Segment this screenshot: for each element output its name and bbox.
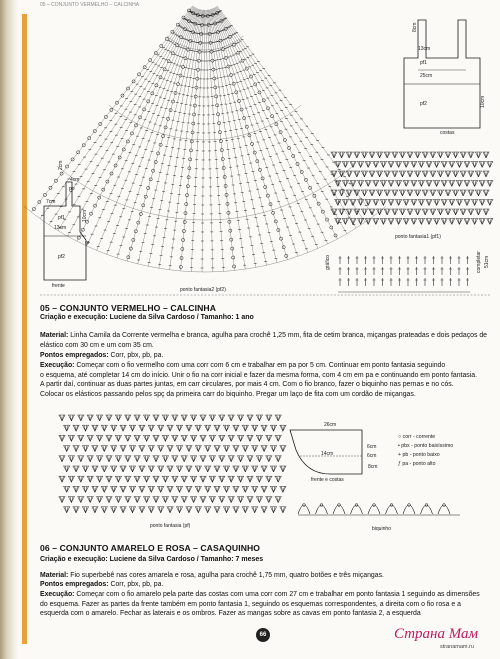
section1-pontos <box>40 351 163 361</box>
section2-execucao <box>40 590 495 619</box>
legend-text-4: pa - ponto alto <box>402 461 436 467</box>
fc-m6b: 6cm <box>367 453 377 459</box>
section1-pontos-label: Pontos empregados: <box>40 352 109 359</box>
section2-exec-line-3: esquerda com o amarelo. Fechar as laterais e os ombros. Fazer as mangas sobre as cavas em ponto fantasia 2, a esquerda <box>40 610 421 618</box>
frente-m10: 10cm <box>82 209 88 222</box>
section2-exec-line-2: do esquema. Fazer as partes da frente também em ponto fantasia 1, seguindo os esquemas correspondentes, a direita com o fio rosa e a <box>40 600 461 608</box>
double-crochet-icon: ƒ <box>398 461 401 467</box>
frente-m13: 13cm <box>54 225 67 231</box>
section1-pontos-text: Corr, pbx, pb, pa. <box>110 352 164 359</box>
section1-exec-line-1 <box>40 361 500 371</box>
biquinho-label: biquinho <box>372 526 391 532</box>
costas-pf2: pf2 <box>420 101 427 107</box>
grafico-m51: 51cm <box>484 255 490 268</box>
section1-credit <box>40 314 254 321</box>
pf-caption: ponto fantasia (pf) <box>150 523 191 529</box>
section2-exec-line-1-text: Começar com o fio amarelo pela parte das costas com uma corr com 27 cm e trabalhar em ponto fantasia 1 seguindo as dimensões <box>76 591 480 598</box>
section2-credit-label: Criação e execução: <box>40 556 108 563</box>
page-number: 66 <box>256 628 270 642</box>
costas-m25: 25cm <box>420 73 433 79</box>
costas-m10: 10cm <box>480 95 486 108</box>
frente-pf1: pf1 <box>58 215 65 221</box>
fc-m6a: 6cm <box>367 444 377 450</box>
section2-credit <box>40 556 263 563</box>
completar-label: completar <box>476 251 482 273</box>
section1-material-text: Linha Camila da Corrente vermelha e branca, agulha para crochê 1,25 mm, fita de cetim branca, miçangas prateadas e dois pedaços de elástico com 30 cm e um com 35 cm. <box>40 332 488 349</box>
frente-label: frente <box>52 283 65 289</box>
biquinho-chart <box>298 504 460 515</box>
legend-text-3: pb - ponto baixo <box>402 452 440 458</box>
section1-exec-line-4: Colocar os elásticos passando pelos spç da primeira carr do biquinho. Pregar um laço de fita com um cordão de miçangas. <box>40 390 416 398</box>
frente-m2: 2cm <box>58 160 64 170</box>
section2-material-text: Fio superbebê nas cores amarela e rosa, agulha para crochê 1,75 mm, quatro botões e três miçangas. <box>70 572 384 579</box>
grafico-chart <box>338 256 470 292</box>
section2-pontos <box>40 580 163 590</box>
watermark-host: stranamam.ru <box>440 644 474 650</box>
slip-stitch-icon: • <box>398 443 400 449</box>
section1-exec-line-2: o esquema, até completar 14 cm do início. Unir o fio na corr inicial e fazer da mesma forma, com 4 cm em pa e continuando em ponto fantasia. <box>40 371 478 379</box>
frente-m4: 4cm <box>70 177 80 183</box>
fc-m8: 8cm <box>368 464 378 470</box>
costas-schematic <box>404 20 480 128</box>
legend-row-3 <box>398 452 440 458</box>
section1-material-label: Material: <box>40 332 69 339</box>
section1-execucao <box>40 361 500 399</box>
section2-material-label: Material: <box>40 572 69 579</box>
section1-title: 05 – CONJUNTO VERMELHO – CALCINHA <box>40 303 216 313</box>
pf1-caption: ponto fantasia1 (pf1) <box>395 234 441 240</box>
section1-credit-text: Luciene da Silva Cardoso / Tamanho: 1 ano <box>109 314 254 321</box>
top-header-faint: 05 – CONJUNTO VERMELHO – CALCINHA <box>40 2 140 8</box>
chain-symbol-icon: ○ <box>398 434 402 440</box>
costas-m8: 8cm <box>412 22 418 32</box>
legend-text-2: pbx - ponto baixíssimo <box>401 443 454 449</box>
fc-m14: 14cm <box>321 451 334 457</box>
section2-pontos-label: Pontos empregados: <box>40 581 109 588</box>
pf1-stitch-chart <box>331 152 494 225</box>
section2-title: 06 – CONJUNTO AMARELO E ROSA – CASAQUINHO <box>40 543 261 553</box>
costas-pf1: pf1 <box>420 60 427 66</box>
pf-stitch-chart <box>59 415 287 513</box>
frente-gr: gr <box>85 240 90 246</box>
fan-caption: ponto fantasia2 (pf2) <box>180 287 226 293</box>
grafico-label: gráfico <box>325 254 331 270</box>
section1-credit-label: Criação e execução: <box>40 314 108 321</box>
section2-pontos-text: Corr, pbx, pb, pa. <box>110 581 164 588</box>
fan-chart-pf2 <box>24 6 387 272</box>
section1-exec-label: Execução: <box>40 362 75 369</box>
legend-row-4 <box>398 461 436 467</box>
fc-label: frente e costas <box>311 477 344 483</box>
section2-credit-text: Luciene da Silva Cardoso / Tamanho: 7 meses <box>109 556 264 563</box>
legend-row-1 <box>398 434 435 440</box>
section2-exec-label: Execução: <box>40 591 75 598</box>
frente-pf2: pf2 <box>58 254 65 260</box>
legend-row-2 <box>398 443 453 449</box>
fc-m26: 26cm <box>324 422 337 428</box>
legend-text-1: corr - corrente <box>402 434 436 440</box>
section1-exec-line-3: A partir daí, continuar as duas partes juntas, em carr circulares, por mais 4 cm. Com o fio branco, fazer o biquinho nas pernas e no cós. <box>40 381 454 389</box>
frente-pp: pp <box>69 186 75 192</box>
single-crochet-icon: + <box>398 452 402 458</box>
section1-material <box>40 331 492 350</box>
section1-exec-line-1-text: Começar com o fio vermelho com uma corr com 6 cm e trabalhar em pa por 5 cm. Continuar em ponto fantasia seguindo <box>76 362 446 369</box>
watermark-logo: Страна Мам <box>394 626 479 642</box>
section2-exec-line-1 <box>40 590 495 600</box>
costas-label: costas <box>440 130 455 136</box>
costas-m13: 13cm <box>418 46 431 52</box>
frente-m7: 7cm <box>46 199 56 205</box>
